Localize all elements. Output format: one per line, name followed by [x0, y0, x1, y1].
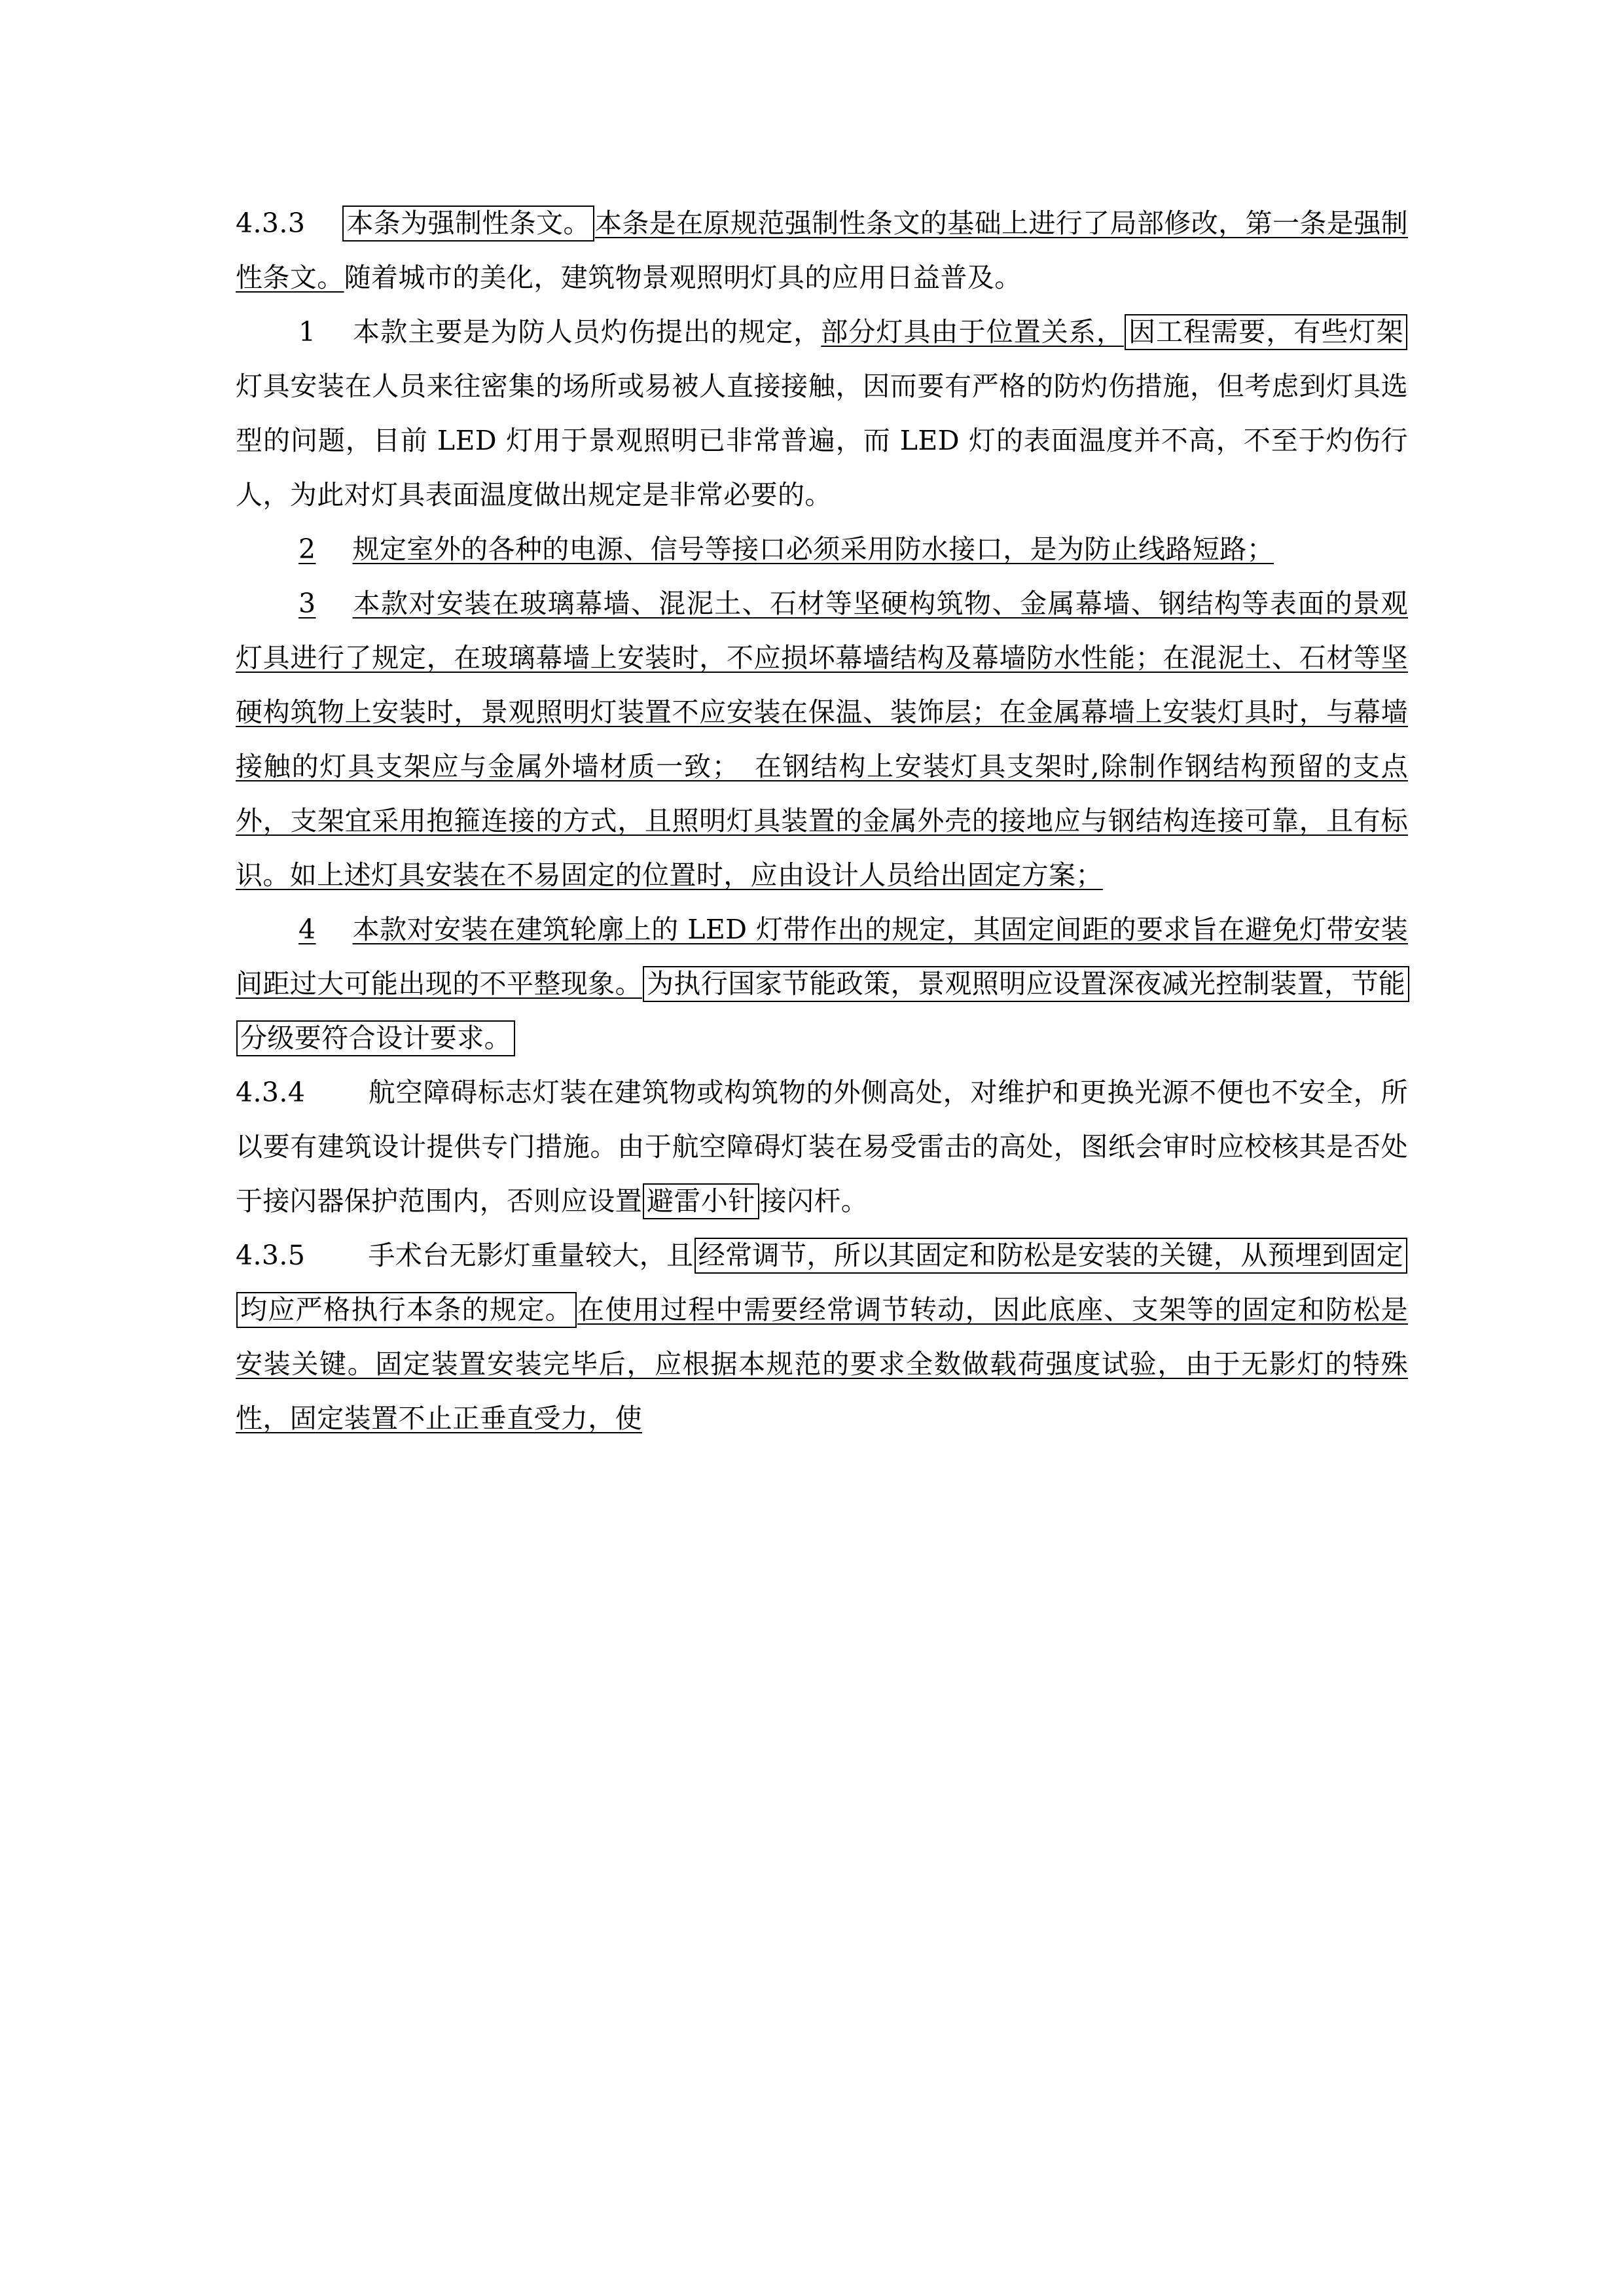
item-3-number: 3	[298, 588, 316, 619]
clause-4-3-5-boxed: 经常调节，所以其固定和防松是安装的关键，从预埋到固定均应严格执行本条的规定。	[236, 1238, 1407, 1328]
item-4-number: 4	[298, 914, 316, 945]
clause-4-3-4-text-b: 接闪杆。	[759, 1185, 869, 1217]
item-4-boxed: 为执行国家节能政策，景观照明应设置深夜减光控制装置，节能分级要符合设计要求。	[236, 966, 1409, 1056]
clause-number-4-3-4: 4.3.4	[236, 1077, 306, 1108]
boxed-mandatory-note: 本条为强制性条文。	[342, 206, 594, 242]
item-1-text-b: 灯具安装在人员来往密集的场所或易被人直接接触，因而要有严格的防灼伤措施，但考虑到灯具选型的问题，目前 LED 灯用于景观照明已非常普遍，而 LED 灯的表面温度并不高，不至于灼伤行人，为此对灯具表面温度做出规定是非常必要的。	[236, 370, 1408, 511]
clause-4-3-5-underlined: 在使用过程中需要经常调节转动，因此底座、支架等的固定和防松是安装关键。固定装置安装完毕后，应根据本规范的要求全数做载荷强度试验，由于无影灯的特殊性，固定装置不止正垂直受力，使	[236, 1294, 1408, 1434]
item-3	[236, 577, 1408, 903]
item-1-number: 1	[298, 316, 316, 348]
item-2-number: 2	[298, 533, 316, 565]
paragraph-4-3-4	[236, 1066, 1408, 1229]
item-3-text: 本款对安装在玻璃幕墙、混泥土、石材等坚硬构筑物、金属幕墙、钢结构等表面的景观灯具进行了规定，在玻璃幕墙上安装时，不应损坏幕墙结构及幕墙防水性能；在混泥土、石材等坚硬构筑物上安装时，景观照明灯装置不应安装在保温、装饰层；在金属幕墙上安装灯具时，与幕墙接触的灯具支架应与金属外墙材质一致； 在钢结构上安装灯具支架时,除制作钢结构预留的支点外，支架宜采用抱箍连接的方式，且照明灯具装置的金属外壳的接地应与钢结构连接可靠，且有标识。如上述灯具安装在不易固定的位置时，应由设计人员给出固定方案；	[236, 588, 1408, 891]
item-1-boxed: 因工程需要，有些灯架	[1125, 314, 1407, 350]
paragraph-4-3-5	[236, 1229, 1408, 1446]
clause-4-3-4-boxed: 避雷小针	[643, 1183, 759, 1219]
item-1-text-a: 本款主要是为防人员灼伤提出的规定，	[352, 316, 821, 348]
clause-4-3-3-lead: 本条是在原规范强制性条文的基础上进行了局部修改，第一条是强制性条文。	[236, 207, 1408, 293]
item-2-text: 规定室外的各种的电源、信号等接口必须采用防水接口，是为防止线路短路；	[352, 533, 1274, 565]
clause-4-3-4-text-a: 航空障碍标志灯装在建筑物或构筑物的外侧高处，对维护和更换光源不便也不安全，所以要有建筑设计提供专门措施。由于航空障碍灯装在易受雷击的高处，图纸会审时应校核其是否处于接闪器保护范围内，否则应设置	[236, 1077, 1408, 1217]
clause-4-3-5-text-a: 手术台无影灯重量较大，且	[368, 1240, 694, 1271]
clause-number-4-3-3: 4.3.3	[236, 207, 306, 239]
paragraph-4-3-3	[236, 196, 1408, 305]
item-1	[236, 305, 1408, 522]
item-4	[236, 903, 1408, 1066]
clause-number-4-3-5: 4.3.5	[236, 1240, 306, 1271]
clause-4-3-3-tail: 随着城市的美化，建筑物景观照明灯具的应用日益普及。	[344, 262, 1022, 293]
item-1-underlined: 部分灯具由于位置关系，	[821, 316, 1124, 348]
document-body	[236, 196, 1408, 1446]
item-2	[236, 522, 1408, 577]
item-4-text: 本款对安装在建筑轮廓上的 LED 灯带作出的规定，其固定间距的要求旨在避免灯带安装间距过大可能出现的不平整现象。	[236, 914, 1408, 999]
